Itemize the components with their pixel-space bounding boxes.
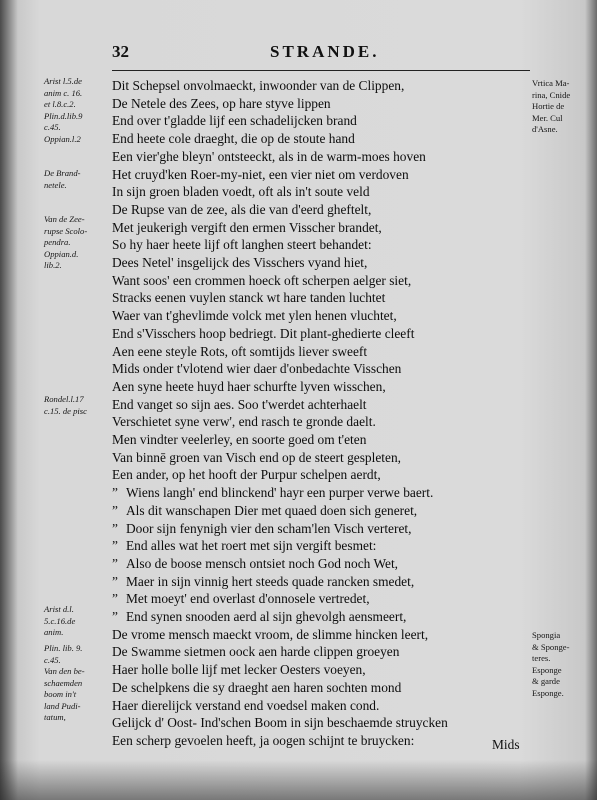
- verse-line-text: Men vindter veelerley, en soorte goed om t'eten: [112, 432, 367, 447]
- verse-line-text: Van binnē groen van Visch end op de steert gespleten,: [112, 449, 401, 465]
- verse-line: [112, 642, 399, 661]
- gnomic-quote-mark: ”: [112, 502, 118, 518]
- verse-line: [112, 271, 411, 290]
- left-note-line: schaemden: [44, 677, 83, 688]
- verse-line-text: De Swamme sietmen oock aen harde clippen groeyen: [112, 644, 400, 660]
- right-note-line: Hortie de: [532, 101, 565, 111]
- gnomic-quote-mark: ”: [112, 555, 118, 571]
- header-rule: [112, 70, 530, 71]
- left-note-line: Arist l.5.de: [44, 76, 82, 86]
- verse-line-text: End synen snooden aerd al sijn ghevolgh aensmeert,: [126, 609, 407, 624]
- left-note-line: Van den be-: [44, 666, 85, 676]
- verse-line: [112, 536, 376, 555]
- verse-line: [112, 235, 372, 254]
- verse-line-text: Haer holle bolle lijf met lecker Oesters voeyen,: [112, 662, 366, 678]
- verse-line-text: Aen eene steyle Rots, oft somtijds liever sweeft: [112, 343, 368, 359]
- verse-line-text: De Netele des Zees, op hare styve lippen: [112, 95, 331, 111]
- verse-line: [112, 696, 379, 715]
- left-note-line: anim.: [44, 627, 64, 637]
- verse-line: [112, 519, 411, 538]
- left-note-line: Rondel.l.17: [44, 394, 84, 404]
- left-note-line: land Pudi-: [44, 700, 81, 711]
- verse-line-text: In sijn groen bladen voedt, oft als in't soute veld: [112, 184, 370, 200]
- verse-line-text: End alles wat het roert met sijn vergift besmet:: [126, 538, 377, 554]
- verse-line: [112, 448, 401, 467]
- verse-line: [112, 342, 367, 361]
- verse-line: [112, 430, 366, 449]
- verse-line-text: Dit Schepsel onvolmaeckt, inwoonder van de Clippen,: [112, 78, 405, 93]
- verse-line: [112, 412, 376, 431]
- left-note-line: pendra.: [44, 237, 71, 247]
- verse-line-text: Dees Netel' insgelijck des Visschers vyand hiet,: [112, 255, 368, 270]
- verse-line: [112, 253, 367, 272]
- verse-line: [112, 589, 370, 608]
- left-note-line: Arist d.l.: [44, 604, 74, 614]
- verse-line-text: Want soos' een crommen hoeck oft scherpen aelger siet,: [112, 272, 412, 288]
- gnomic-quote-mark: ”: [112, 485, 118, 501]
- left-note-line: Plin.d.lib.9: [44, 110, 83, 121]
- verse-line: [112, 660, 366, 679]
- verse-line-text: End s'Visschers hoop bedriegt. Dit plant-ghedierte cleeft: [112, 325, 415, 341]
- verse-line: [112, 731, 414, 750]
- verse-line: [112, 713, 448, 732]
- left-note-line: anim c. 16.: [44, 87, 83, 98]
- verse-line: [112, 147, 426, 166]
- right-note-line: Spongia: [532, 630, 561, 640]
- verse-line-text: Haer dierelijck verstand end voedsel maken cond.: [112, 697, 380, 713]
- left-note-line: De Brand-: [44, 168, 81, 178]
- left-note: [44, 643, 110, 724]
- left-note-line: c.15. de pisc: [44, 405, 87, 416]
- verse-line-text: De Rupse van de zee, als die van d'eerd gheftelt,: [112, 201, 372, 217]
- gnomic-quote-mark: ”: [112, 573, 118, 589]
- left-note-line: 5.c.16.de: [44, 615, 76, 626]
- verse-line-text: De vrome mensch maeckt vroom, de slimme hincken leert,: [112, 626, 429, 642]
- verse-line: [112, 288, 385, 307]
- verse-line: [112, 200, 371, 219]
- verse-line: [112, 501, 417, 520]
- verse-line: [112, 465, 381, 484]
- verse-line: [112, 165, 409, 184]
- verse-line-text: Stracks eenen vuylen stanck wt hare tanden luchtet: [112, 290, 386, 306]
- verse-line: [112, 359, 401, 378]
- verse-line-text: Met jeukerigh vergift den ermen Visscher brandet,: [112, 219, 382, 235]
- verse-line: [112, 76, 404, 95]
- left-note: [44, 214, 110, 272]
- verse-line-text: Waer van t'ghevlimde volck met ylen henen vluchtet,: [112, 308, 397, 324]
- verse-line: [112, 678, 401, 697]
- right-note-line: & garde: [532, 676, 560, 686]
- left-note: [44, 168, 110, 191]
- left-note-line: tatum,: [44, 712, 66, 722]
- left-note-line: Van de Zee-: [44, 214, 85, 224]
- left-note: [44, 76, 110, 145]
- verse-line: [112, 182, 370, 201]
- verse-line-text: End vanget so sijn aes. Soo t'werdet achterhaelt: [112, 396, 367, 412]
- verse-line-text: Mids onder t'vlotend wier daer d'onbedachte Visschen: [112, 361, 402, 377]
- left-note-line: rupse Scolo-: [44, 225, 88, 236]
- verse-line: [112, 94, 331, 113]
- left-note: [44, 394, 110, 417]
- left-note-line: boom in't: [44, 689, 77, 699]
- right-note-line: Mer. Cul: [532, 112, 563, 123]
- gnomic-quote-mark: ”: [112, 538, 118, 554]
- verse-line: [112, 554, 398, 573]
- verse-line: [112, 607, 406, 626]
- right-note-line: teres.: [532, 653, 551, 663]
- verse-line: [112, 218, 382, 237]
- verse-line-text: Also de boose mensch ontsiet noch God noch Wet,: [126, 555, 399, 571]
- verse-line-text: Een vier'ghe bleyn' ontsteeckt, als in de warm-moes hoven: [112, 148, 426, 164]
- verse-line: [112, 572, 414, 591]
- right-note-line: Esponge.: [532, 687, 564, 698]
- left-note-line: et l.8.c.2.: [44, 99, 76, 109]
- verse-line: [112, 483, 433, 502]
- catchword: Mids: [492, 737, 520, 752]
- verse-line-text: Aen syne heete huyd haer schurfte lyven wisschen,: [112, 378, 386, 394]
- right-note: [532, 78, 594, 136]
- verse-line-text: Wiens langh' end blinckend' hayr een purper verwe baert.: [126, 485, 434, 501]
- right-note-line: d'Asne.: [532, 124, 558, 134]
- verse-line-text: Door sijn fenynigh vier den scham'len Visch verteret,: [126, 520, 412, 536]
- left-note-line: Oppian.l.2: [44, 133, 81, 144]
- verse-line-text: Het cruyd'ken Roer-my-niet, een vier niet om verdoven: [112, 166, 409, 182]
- gnomic-quote-mark: ”: [112, 609, 118, 624]
- verse-line: [112, 395, 367, 414]
- left-note: [44, 604, 110, 639]
- verse-line-text: Verschietet syne verw', end rasch te gronde daelt.: [112, 414, 376, 430]
- right-note: [532, 630, 594, 699]
- right-note-line: & Sponge-: [532, 641, 570, 652]
- verse-line: [112, 625, 428, 644]
- verse-line-text: End heete cole draeght, die op de stoute hand: [112, 131, 355, 147]
- verse-line-text: Met moeyt' end overlast d'onnosele vertredet,: [126, 591, 370, 607]
- verse-line: [112, 324, 414, 343]
- left-note-line: lib.2.: [44, 260, 62, 270]
- verse-line-text: Een scherp gevoelen heeft, ja oogen schijnt te bruycken:: [112, 732, 415, 748]
- verse-line: [112, 306, 397, 325]
- left-note-line: c.45.: [44, 122, 61, 132]
- verse-line-text: Gelijck d' Oost- Ind'schen Boom in sijn beschaemde struycken: [112, 715, 448, 731]
- left-note-line: Oppian.d.: [44, 248, 79, 259]
- verse-line-text: De schelpkens die sy draeght aen haren sochten mond: [112, 679, 402, 695]
- verse-line: [112, 111, 357, 130]
- page-number: 32: [112, 42, 129, 61]
- verse-line-text: Maer in sijn vinnig hert steeds quade rancken smedet,: [126, 573, 415, 589]
- gnomic-quote-mark: ”: [112, 520, 118, 536]
- verse-line-text: End over t'gladde lijf een schadelijcken brand: [112, 113, 357, 129]
- left-note-line: Plin. lib. 9.: [44, 643, 83, 653]
- gnomic-quote-mark: ”: [112, 591, 118, 607]
- verse-line-text: Als dit wanschapen Dier met quaed doen sich generet,: [126, 502, 418, 518]
- left-note-line: netele.: [44, 179, 67, 190]
- right-note-line: rina, Cnide: [532, 89, 571, 100]
- running-title: STRANDE.: [270, 42, 380, 61]
- right-note-line: Vrtica Ma-: [532, 78, 570, 88]
- verse-line: [112, 129, 355, 148]
- left-note-line: c.45.: [44, 654, 61, 665]
- right-note-line: Esponge: [532, 664, 562, 675]
- verse-line-text: So hy haer heete lijf oft langhen steert behandet:: [112, 237, 372, 253]
- verse-line: [112, 377, 386, 396]
- verse-line-text: Een ander, op het hooft der Purpur schelpen aerdt,: [112, 467, 381, 483]
